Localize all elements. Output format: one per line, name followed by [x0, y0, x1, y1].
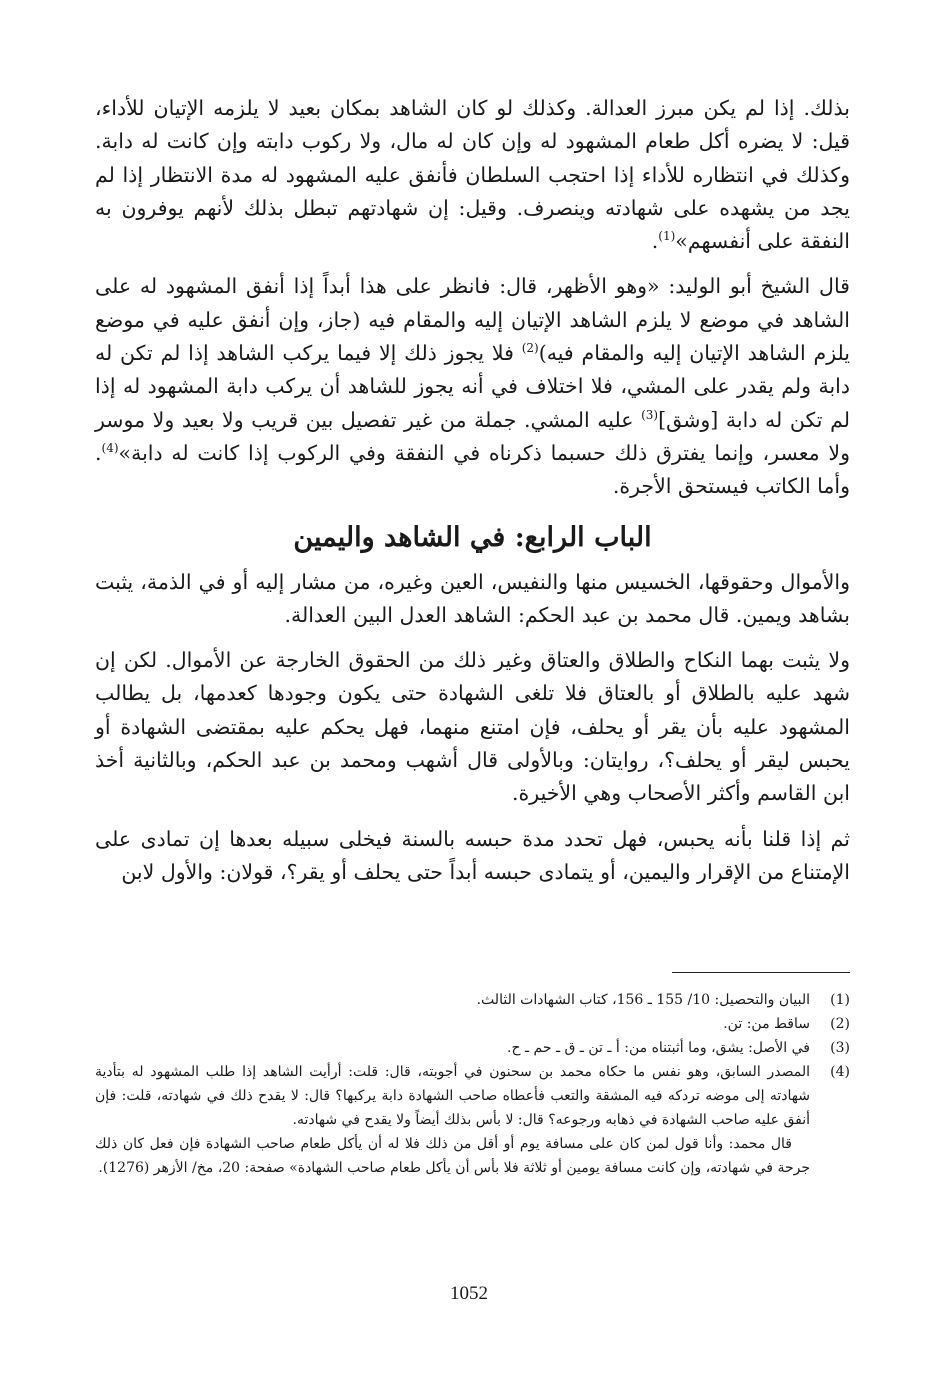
footnotes [95, 988, 850, 1180]
page-number: 1052 [450, 1283, 488, 1304]
paragraph-5: ثم إذا قلنا بأنه يحبس، فهل تحدد مدة حبسه بالسنة فيخلى سبيله بعدها إن تمادى على الإمتناع من الإقرار واليمين، أو يتمادى حبسه أبداً حتى يحلف أو يقر؟، قولان: والأول لابن [95, 826, 850, 884]
footnote-3 [95, 1036, 850, 1060]
footnote-ref-3[interactable]: (3) [641, 407, 659, 422]
footnote-number: (3) [830, 1040, 850, 1056]
footnote-separator [672, 972, 850, 973]
footnote-ref-4[interactable]: (4) [101, 441, 119, 456]
footnote-4 [95, 1060, 850, 1180]
footnote-number: (4) [830, 1064, 850, 1080]
paragraph-4: ولا يثبت بهما النكاح والطلاق والعتاق وغير ذلك من الحقوق الخارجة عن الأموال. لكن إن شهد عليه بالطلاق أو بالعتاق فلا تلغى الشهادة حتى يكون وجودها كعدمها، بل يطالب المشهود عليه بأن يقر أو يحلف، فإن امتنع منهما، فهل يحكم عليه بمقتضى الشهادة أو يحبس ليقر أو يحلف؟، روايتان: وبالأولى قال أشهب ومحمد بن عبد الحكم، وبالثانية أخذ ابن القاسم وأكثر الأصحاب وهي الأخيرة. [95, 648, 850, 806]
footnote-text-continuation: قال محمد: وأنا قول لمن كان على مسافة يوم أو أقل من ذلك فلا له أن يأكل طعام صاحب الشهادة فإن فعل كان ذلك جرحة في شهادته، وإن كانت مسافة يومين أو ثلاثة فلا بأس أن يأكل طعام صاحب الشهادة» صفحة: 20، مخ/ الأزهر (1276). [95, 1136, 810, 1176]
main-text [95, 92, 850, 889]
paragraph-3: والأموال وحقوقها، الخسيس منها والنفيس، العين وغيره، من مشار إليه أو في الذمة، يثبت بشاهد ويمين. قال محمد بن عبد الحكم: الشاهد العدل البين العدالة. [95, 569, 850, 627]
paragraph-1: بذلك. إذا لم يكن مبرز العدالة. وكذلك لو كان الشاهد بمكان بعيد لا يلزمه الإتيان للأداء، قيل: لا يضره أكل طعام المشهود له وإن كان له مال، ولا ركوب دابته وإن كانت له دابة. وكذلك في انتظاره للأداء إذا احتجب السلطان فأنفق عليه المشهود له مدة الانتظار إذا لم يجد من يشهده على شهادته وينصرف. وقيل: إن شهادتهم تبطل بذلك لأنهم يوفرون به النفقة على أنفسهم»$^{(1)}$. [95, 96, 850, 254]
footnote-ref-1[interactable]: (1) [658, 229, 676, 244]
footnote-ref-2[interactable]: (2) [521, 341, 539, 356]
footnote-text-main: المصدر السابق، وهو نفس ما حكاه محمد بن سحنون في أجوبته، قال: قلت: أرأيت الشاهد إذا طلب المشهود له بتأدية شهادته إلى موضه تردكه فيه المشقة والتعب فأعطاه صاحب الشهادة دابة يركبها؟ قال: لا يقدح ذلك في شهادته، قلت: فإن أنفق عليه صاحب الشهادة في ذهابه ورجوعه؟ قال: لا بأس بذلك أيضاً ولا يقدح في شهادته. [95, 1064, 810, 1128]
footnote-text [95, 1060, 810, 1180]
paragraph-2: قال الشيخ أبو الوليد: «وهو الأظهر، قال: فانظر على هذا أبداً إذا أنفق المشهود له على الشاهد في موضع لا يلزم الشاهد الإتيان إليه والمقام فيه (جاز، وإن أنفق عليه في موضع يلزم الشاهد الإتيان إليه والمقام فيه)$^{(2)}$ فلا يجوز ذلك إلا فيما يركب الشاهد إذا لم تكن له دابة ولم يقدر على المشي، فلا اختلاف في أنه يجوز للشاهد أن يركب دابة المشهود له إذا لم تكن له دابة [وشق]$^{(3)}$ عليه المشي. جملة من غير تفصيل بين قريب ولا بعيد ولا موسر ولا معسر، وإنما يفترق ذلك حسبما ذكرناه في النفقة وفي الركوب إذا كانت له دابة»$^{(4)}$. وأما الكاتب فيستحق الأجرة. [95, 274, 850, 499]
footnote-text: البيان والتحصيل: 10/ 155 ـ 156، كتاب الشهادات الثالث. [476, 992, 810, 1008]
footnote-2 [95, 1012, 850, 1036]
chapter-heading: الباب الرابع: في الشاهد واليمين [293, 521, 652, 553]
footnote-text: ساقط من: تن. [723, 1016, 810, 1032]
footnote-text: في الأصل: يشق، وما أثبتناه من: أ ـ تن ـ ق ـ حم ـ ح. [507, 1040, 810, 1056]
footnote-1 [95, 988, 850, 1012]
footnote-number: (1) [830, 992, 850, 1008]
footnote-number: (2) [830, 1016, 850, 1032]
